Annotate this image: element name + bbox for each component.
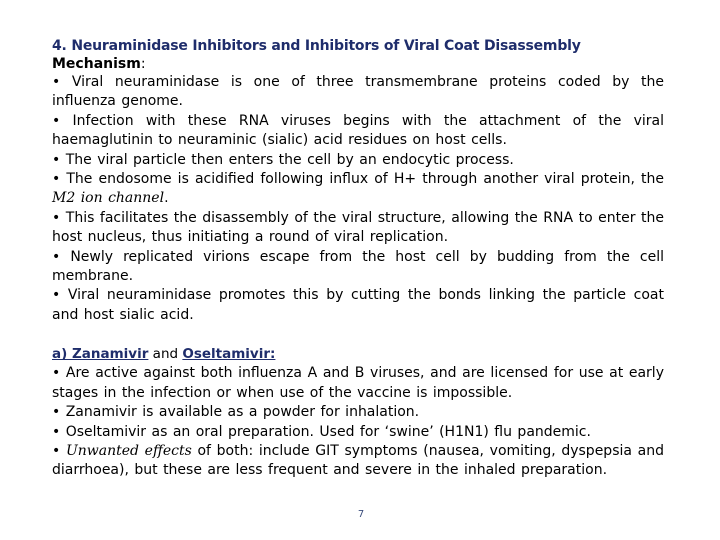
section-spacer [52,325,664,345]
page-number: 7 [357,509,365,520]
bullet-item: • Infection with these RNA viruses begins with the attachment of the viral haemaglutinin to neuraminic (sialic) acid residues on host cells. [52,112,664,149]
mechanism-label-text: Mechanism [52,56,141,72]
slide-content [52,37,664,481]
mechanism-colon: : [140,56,146,72]
bullet-italic: M2 ion channel [52,190,165,207]
bullet-item: • The viral particle then enters the cell by an endocytic process. [52,151,514,168]
bullet-item [52,170,664,209]
bullet-item: • Viral neuraminidase promotes this by cutting the bonds linking the particle coat and host sialic acid. [52,287,664,323]
bullet-item: • Are active against both influenza A and B viruses, and are licensed for use at early stages in the infection or when use of the vaccine is impossible. [52,365,664,401]
mechanism-label [52,55,664,73]
bullet-text: • [52,442,66,459]
bullet-text: . [164,190,169,207]
bullet-item: • Zanamivir is available as a powder for inhalation. [52,404,420,421]
drug-heading-conjunction: and [148,346,183,363]
drug-name-oseltamivir: Oseltamivir: [182,346,276,363]
bullet-item: • Newly replicated virions escape from the host cell by budding from the cell membrane. [52,248,664,285]
bullet-text: • The endosome is acidified following influx of H+ through another viral protein, the [52,171,664,188]
bullet-item: • Viral neuraminidase is one of three transmembrane proteins coded by the influenza genome. [52,74,664,110]
bullet-item [52,442,664,481]
section-heading: 4. Neuraminidase Inhibitors and Inhibitors of Viral Coat Disassembly [52,38,581,54]
bullet-text: of both: include GIT symptoms (nausea, vomiting, dyspepsia and diarrhoea), but these are less frequent and severe in the inhaled preparation. [52,442,664,479]
drug-name-zanamivir: a) Zanamivir [52,346,149,363]
bullet-item: • This facilitates the disassembly of the viral structure, allowing the RNA to enter the host nucleus, thus initiating a round of viral replication. [52,209,664,246]
bullet-item: • Oseltamivir as an oral preparation. Used for ‘swine’ (H1N1) flu pandemic. [52,423,591,440]
drug-heading [52,345,664,364]
bullet-italic: Unwanted effects [65,442,192,459]
